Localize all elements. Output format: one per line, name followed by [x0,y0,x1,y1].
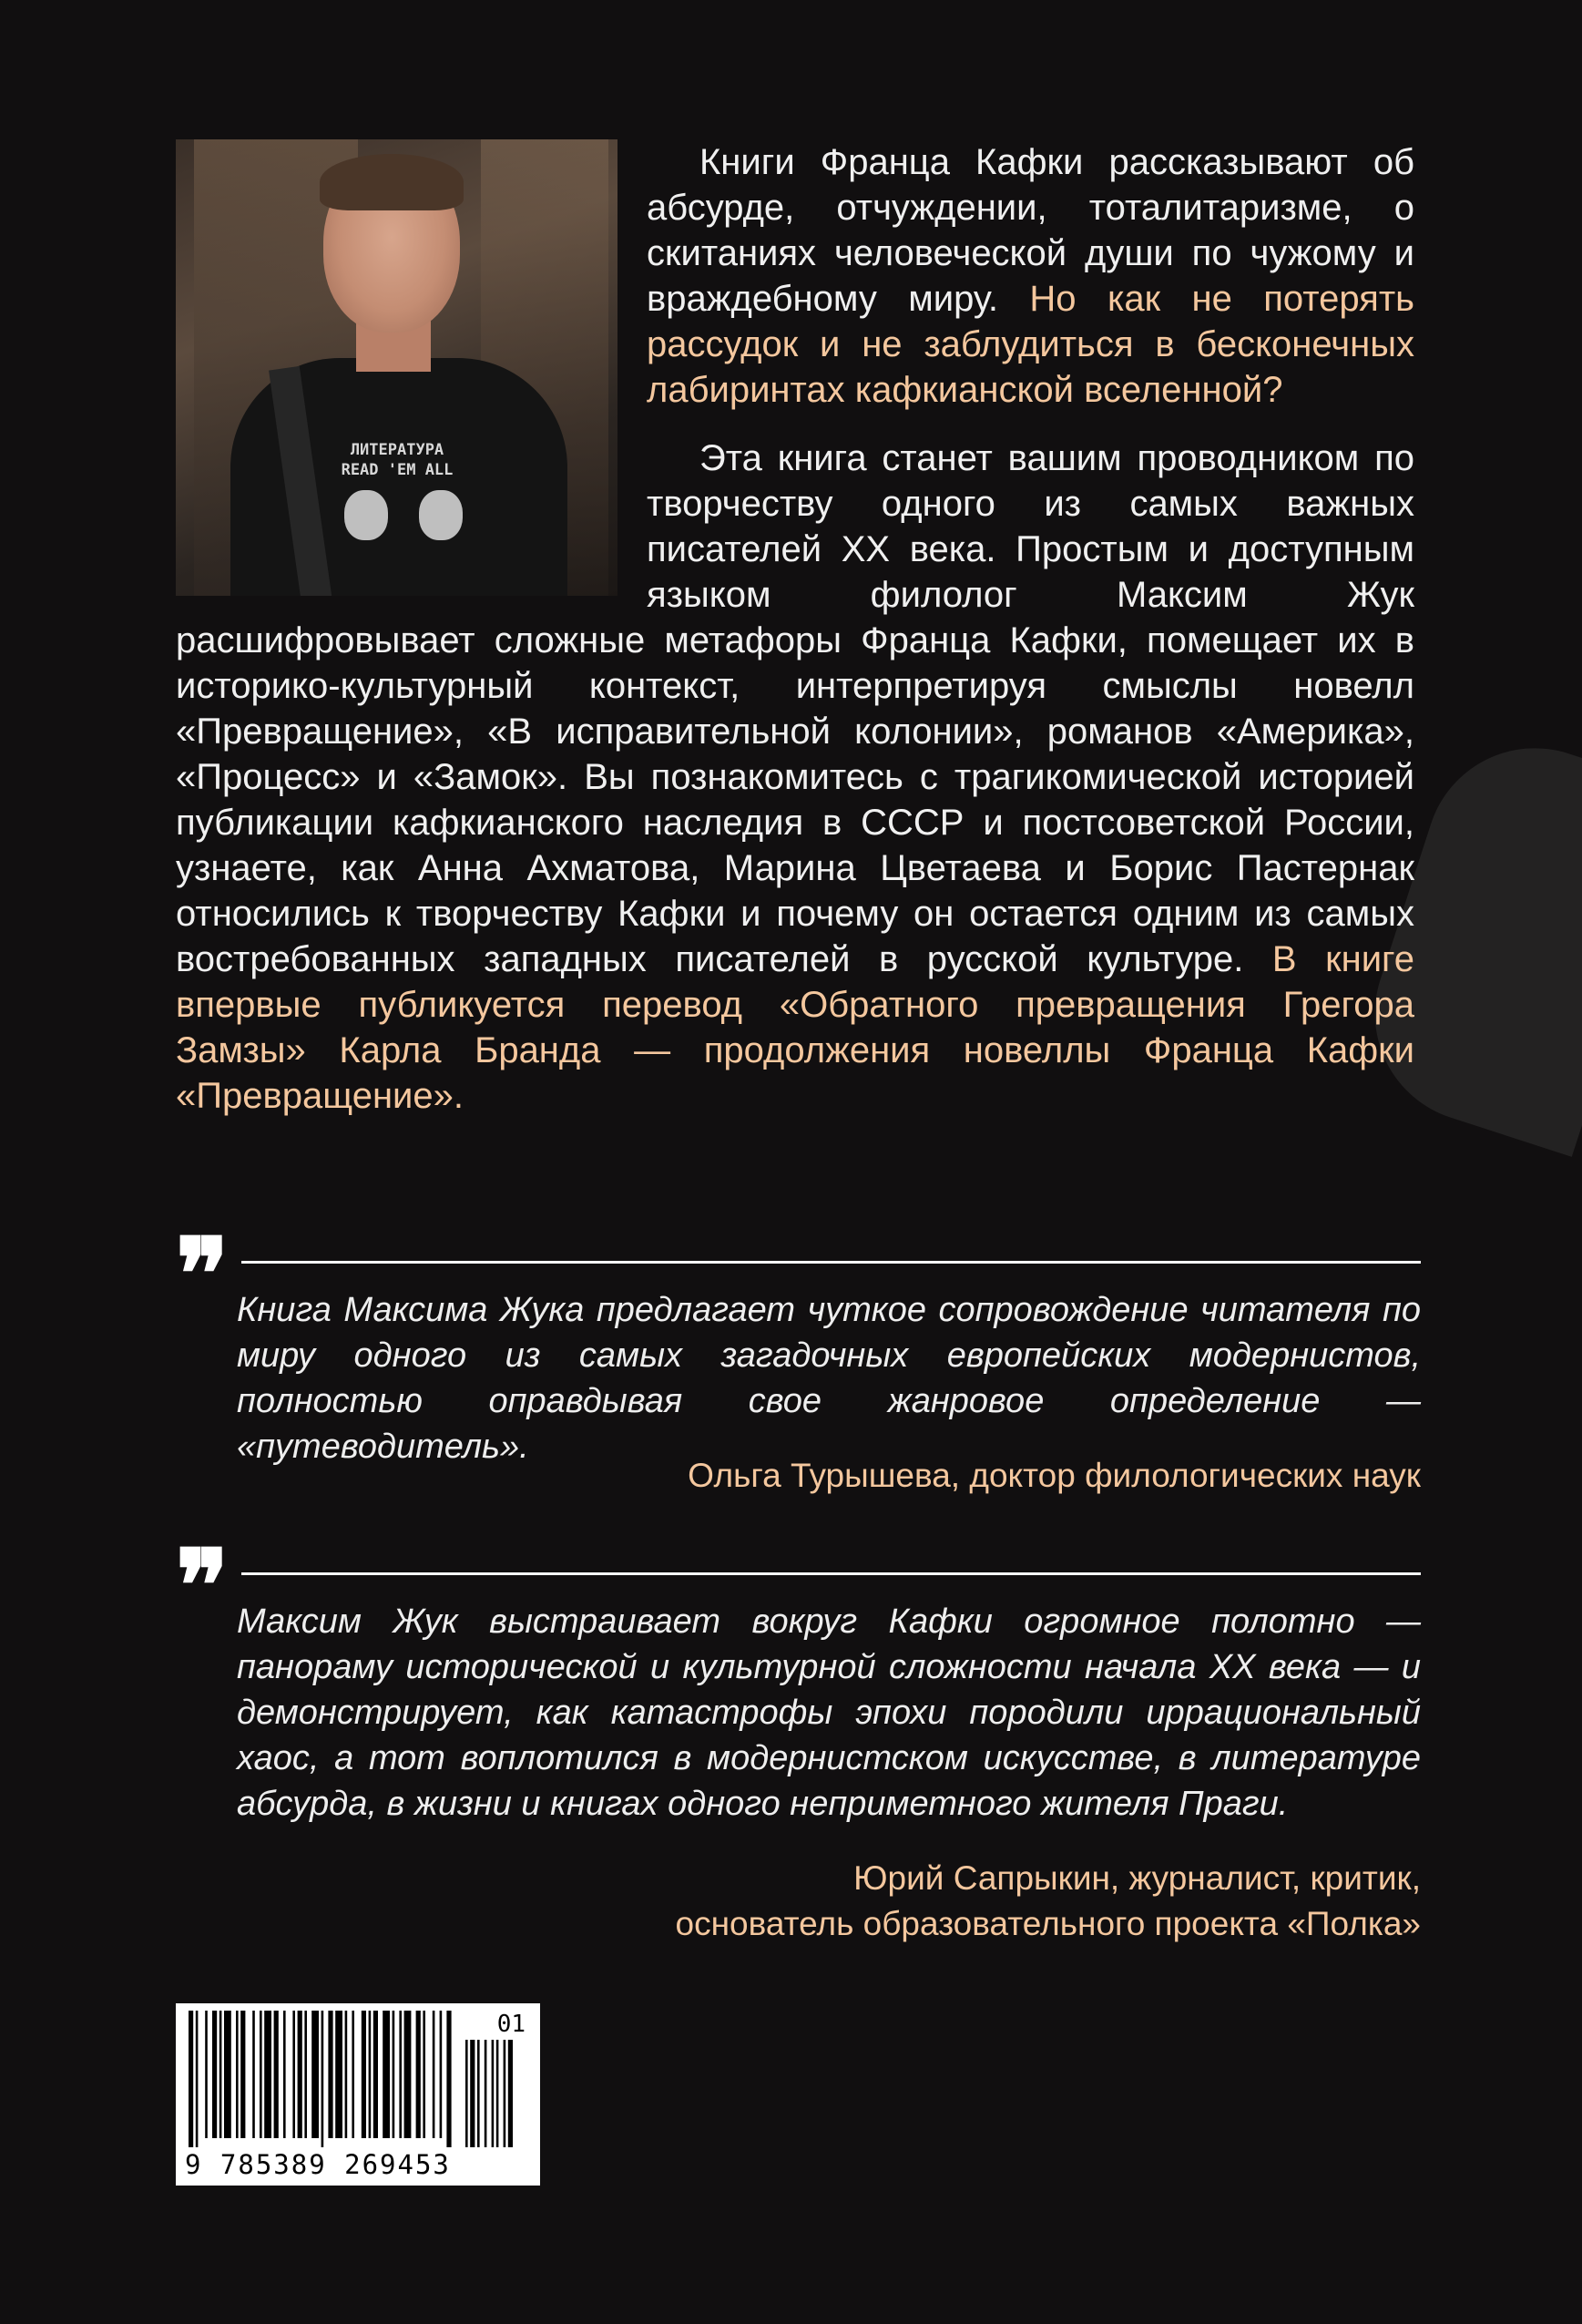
annotation-highlight-1: Но как не потерять рассудок и не заблудиться в бесконечных лабиринтах кафкианской вселенной? [647,279,1414,410]
quote-text: Книга Максима Жука предлагает чуткое сопровождение читателя по миру одного из самых загадочных европейских модернистов, полностью оправдывая свое жанровое определение — «путеводитель». [237,1291,1421,1466]
annotation-paragraph-2: Эта книга станет вашим проводником по творчеству одного из самых важных писателей XX века. Простым и доступным языком филолог Максим Жук расшифровывает сложные метафоры Франца Кафки, помещает их в историко-культурный контекст, интерпретируя смыслы новелл «Превращение», «В исправительной колонии», романов «Америка», «Процесс» и «Замок». Вы познакомитесь с трагикомической историей публикации кафкианского наследия в СССР и постсоветской России, узнаете, как Анна Ахматова, Марина Цветаева и Борис Пастернак относились к творчеству Кафки и почему он остается одним из самых востребованных западных писателей в русской культуре. В книге впервые публикуется перевод «Обратного превращения Грегора Замзы» Карла Бранда — продолжения новеллы Франца Кафки «Превращение». [176,438,1415,1116]
annotation-text [176,139,1414,1119]
quote-text: Максим Жук выстраивает вокруг Кафки огромное полотно — панораму исторической и культурной сложности начала XX века — и демонстрирует, как катастрофы эпохи породили иррациональный хаос, а тот воплотился в модернистском искусстве, в литературе абсурда, в жизни и книгах одного неприметного жителя Праги. [237,1602,1421,1823]
barcode-digits: 9 785389 269453 [185,2149,451,2180]
quote-mark-icon: ❞ [176,1217,230,1332]
review-quote-1 [176,1217,1421,1499]
review-quote-2 [176,1529,1421,1956]
quote-mark-icon: ❞ [176,1529,230,1643]
shirt-print: ЛИТЕРАТУРА READ 'EM ALL [341,441,454,479]
barcode-addon: 01 [496,2011,526,2038]
annotation-highlight-2: В книге впервые публикуется перевод «Обратного превращения Грегора Замзы» Карла Бранда — продолжения новеллы Франца Кафки «Превращение». [176,939,1415,1116]
quote-author: Юрий Сапрыкин, журналист, критик, основатель образовательного проекта «Полка» [675,1859,1421,1942]
quote-divider [241,1261,1421,1264]
annotation-paragraph-1: Книги Франца Кафки рассказывают об абсурде, отчуждении, тоталитаризме, о скитаниях человеческой души по чужому и враждебному миру. Но как не потерять рассудок и не заблудиться в бесконечных лабиринтах кафкианской вселенной? [647,142,1414,410]
quote-author: Ольга Турышева, доктор филологических наук [688,1457,1421,1494]
isbn-barcode [176,2003,540,2186]
quote-divider [241,1572,1421,1575]
barcode-bars [176,2003,540,2149]
